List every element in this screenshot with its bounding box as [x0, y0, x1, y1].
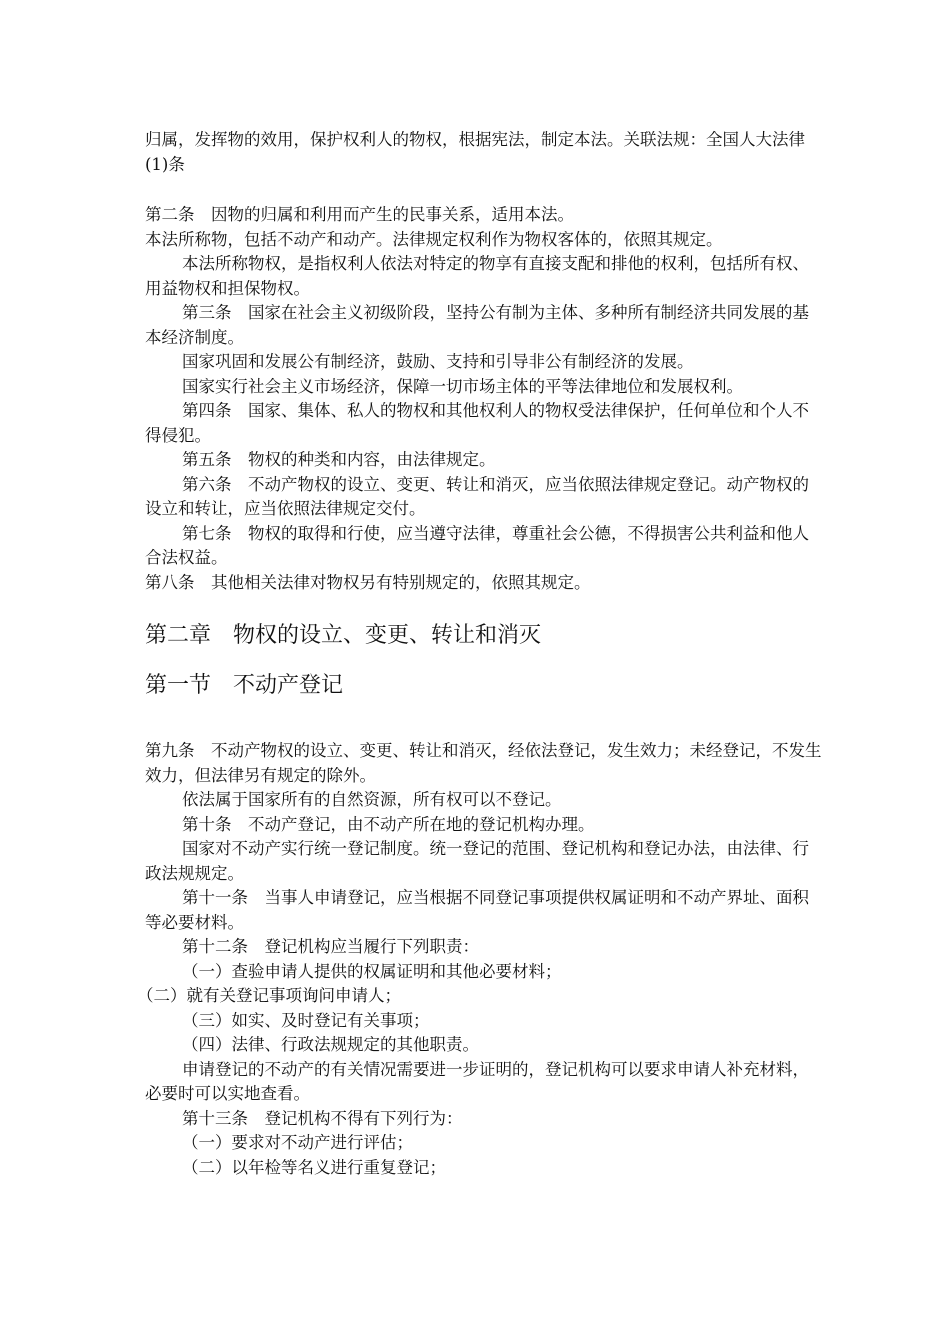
- list-item: （二）以年检等名义进行重复登记；: [182, 1157, 446, 1177]
- chapter-title: 第二章 物权的设立、变更、转让和消灭: [145, 623, 542, 648]
- spacer: [145, 177, 825, 203]
- article-3: 第三条 国家在社会主义初级阶段，坚持公有制为主体、多种所有制经济共同发展的基本经济制度。: [145, 303, 809, 347]
- paragraph: 依法属于国家所有的自然资源，所有权可以不登记。: [182, 790, 562, 809]
- list-item: （一）要求对不动产进行评估；: [182, 1133, 413, 1152]
- article-2: 第二条 因物的归属和利用而产生的民事关系，适用本法。: [145, 205, 574, 224]
- article-13: 第十三条 登记机构不得有下列行为：: [182, 1108, 463, 1128]
- paragraph: 国家实行社会主义市场经济，保障一切市场主体的平等法律地位和发展权利。: [182, 376, 743, 396]
- article-11: 第十一条 当事人申请登记，应当根据不同登记事项提供权属证明和不动产界址、面积等必要材料。: [145, 888, 809, 932]
- list-item: （一）查验申请人提供的权属证明和其他必要材料；: [182, 961, 562, 981]
- article-4: 第四条 国家、集体、私人的物权和其他权利人的物权受法律保护，任何单位和个人不得侵犯。: [145, 401, 809, 445]
- article-5: 第五条 物权的种类和内容，由法律规定。: [182, 450, 496, 469]
- article-12: 第十二条 登记机构应当履行下列职责：: [182, 937, 479, 956]
- list-item: （三）如实、及时登记有关事项；: [182, 1010, 430, 1030]
- article-10: 第十条 不动产登记，由不动产所在地的登记机构办理。: [182, 814, 595, 834]
- paragraph: 本法所称物权，是指权利人依法对特定的物享有直接支配和排他的权利，包括所有权、用益物权和担保物权。: [145, 254, 809, 298]
- list-item: （二）就有关登记事项询问申请人；: [137, 986, 401, 1005]
- article-8: 第八条 其他相关法律对物权另有特别规定的，依照其规定。: [145, 572, 591, 592]
- article-7: 第七条 物权的取得和行使，应当遵守法律，尊重社会公德，不得损害公共利益和他人合法权益。: [145, 523, 809, 567]
- article-9: 第九条 不动产物权的设立、变更、转让和消灭，经依法登记，发生效力；未经登记，不发生效力，但法律另有规定的除外。: [145, 741, 822, 785]
- document-page: [137, 128, 825, 1180]
- paragraph: 国家对不动产实行统一登记制度。统一登记的范围、登记机构和登记办法，由法律、行政法规规定。: [145, 839, 809, 883]
- list-item: （四）法律、行政法规规定的其他职责。: [182, 1035, 479, 1054]
- section-title: 第一节 不动产登记: [145, 673, 344, 698]
- paragraph: 申请登记的不动产的有关情况需要进一步证明的，登记机构可以要求申请人补充材料，必要时可以实地查看。: [145, 1059, 809, 1103]
- article-6: 第六条 不动产物权的设立、变更、转让和消灭，应当依照法律规定登记。动产物权的设立和转让，应当依照法律规定交付。: [145, 474, 809, 518]
- paragraph: 归属，发挥物的效用，保护权利人的物权，根据宪法，制定本法。关联法规：全国人大法律(1)条: [145, 130, 805, 174]
- paragraph: 国家巩固和发展公有制经济，鼓励、支持和引导非公有制经济的发展。: [182, 352, 694, 371]
- paragraph: 本法所称物，包括不动产和动产。法律规定权利作为物权客体的，依照其规定。: [145, 229, 723, 249]
